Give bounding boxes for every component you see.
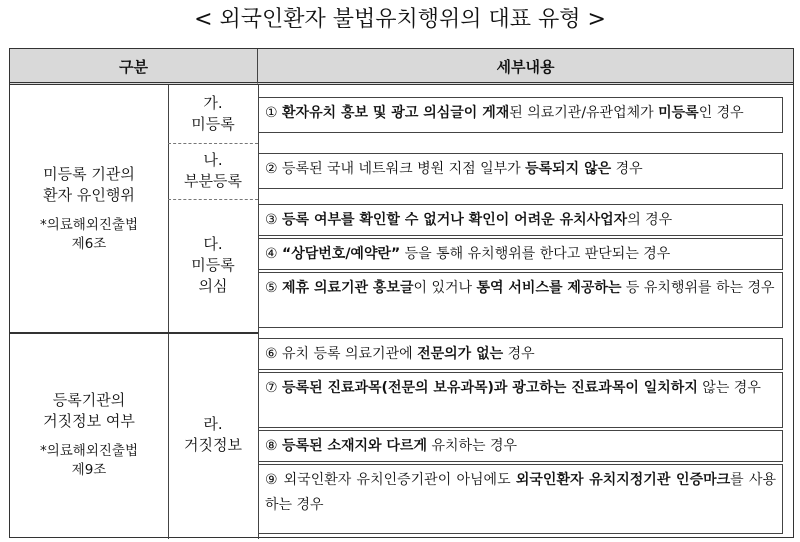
item-number: ⑧ [265, 438, 283, 454]
item-text-bold: 등록 여부를 확인할 수 없거나 확인이 어려운 유치사업자 [282, 212, 628, 228]
item-number: ⑦ [265, 380, 283, 396]
item-number: ⑥ [265, 346, 283, 362]
page-title: < 외국인환자 불법유치행위의 대표 유형 > [194, 7, 606, 32]
detail-item-2 [258, 153, 783, 189]
item-number: ① [265, 105, 283, 121]
header-detail: 세부내용 [258, 49, 793, 85]
item-text-bold: 미등록 [658, 105, 699, 121]
item-text: 경우 [503, 346, 535, 362]
detail-item-8 [258, 430, 783, 462]
item-text: 등록된 국내 네트워크 병원 지점 일부가 [282, 161, 526, 177]
item-text-bold: 등록된 진료과목(전문의 보유과목)과 광고하는 진료과목이 일치하지 [282, 380, 698, 396]
item-text: 유치하는 경우 [427, 438, 518, 454]
subtype-ga [168, 85, 258, 143]
detail-item-9 [258, 464, 783, 534]
item-text-bold: 통역 서비스를 제공하는 [476, 280, 622, 296]
detail-item-1 [258, 97, 783, 133]
item-number: ③ [265, 212, 283, 228]
subtype-divider [168, 199, 258, 200]
item-text-bold: 등록되지 않은 [525, 161, 612, 177]
item-text-bold: 제휴 의료기관 홍보글 [282, 280, 414, 296]
subtype-label-line2: 미등록 [191, 115, 235, 133]
subtype-label-line3: 의심 [198, 277, 228, 295]
item-text-bold: 환자유치 홍보 및 광고 의심글이 게재 [282, 105, 510, 121]
subtype-label-line1: 다. [203, 235, 223, 253]
detail-item-5 [258, 272, 783, 328]
column-divider [168, 85, 169, 539]
item-text: 의 경우 [627, 212, 673, 228]
item-text: 를 사용하는 경우 [265, 472, 776, 513]
subtype-da [168, 199, 258, 332]
item-text-bold: 전문의가 없는 [417, 346, 504, 362]
category-name-line2: 거짓정보 여부 [43, 412, 135, 430]
subtype-label-line2: 미등록 [191, 256, 235, 274]
item-text: 유치 등록 의료기관에 [282, 346, 418, 362]
law-reference-line2: 제6조 [71, 235, 107, 252]
detail-item-4 [258, 238, 783, 270]
subtype-divider [168, 143, 258, 144]
header-category: 구분 [10, 49, 258, 85]
item-text-bold: “상담번호/예약란” [282, 246, 401, 262]
item-text: 경우 [611, 161, 643, 177]
detail-item-6 [258, 338, 783, 370]
law-reference-line1: *의료해외진출법 [39, 216, 139, 233]
item-number: ⑨ [265, 472, 284, 488]
item-number: ② [265, 161, 283, 177]
detail-item-7 [258, 372, 783, 428]
item-text: 않는 경우 [697, 380, 761, 396]
detail-item-3 [258, 204, 783, 236]
category-false-info [10, 332, 168, 538]
item-text: 등을 통해 유치행위를 한다고 판단되는 경우 [400, 246, 671, 262]
category-name-line1: 등록기관의 [52, 391, 126, 409]
item-text-bold: 등록된 소재지와 다르게 [282, 438, 428, 454]
item-number: ④ [265, 246, 283, 262]
category-unregistered [10, 85, 168, 332]
violation-types-table [9, 48, 794, 538]
subtype-label-line1: 라. [203, 415, 223, 433]
law-reference-line1: *의료해외진출법 [39, 443, 139, 459]
item-number: ⑤ [265, 280, 283, 296]
item-text: 된 의료기관/유관업체가 [509, 105, 659, 121]
subtype-na [168, 143, 258, 199]
subtype-label-line2: 거짓정보 [184, 436, 242, 454]
subtype-label-line1: 나. [203, 151, 223, 169]
subtype-label-line1: 가. [203, 94, 223, 112]
category-name-line1: 미등록 기관의 [43, 164, 135, 183]
category-name-line2: 환자 유인행위 [43, 185, 135, 204]
law-reference-line2: 제9조 [71, 462, 107, 478]
item-text: 이 있거나 [413, 280, 477, 296]
item-text-bold: 외국인환자 유치지정기관 인증마크 [515, 472, 731, 488]
subtype-label-line2: 부분등록 [184, 172, 242, 190]
item-text: 등 유치행위를 하는 경우 [621, 280, 775, 296]
item-text: 외국인환자 유치인증기관이 아님에도 [283, 472, 516, 488]
subtype-ra [168, 332, 258, 538]
category-divider [10, 332, 258, 334]
item-text: 인 경우 [698, 105, 744, 121]
